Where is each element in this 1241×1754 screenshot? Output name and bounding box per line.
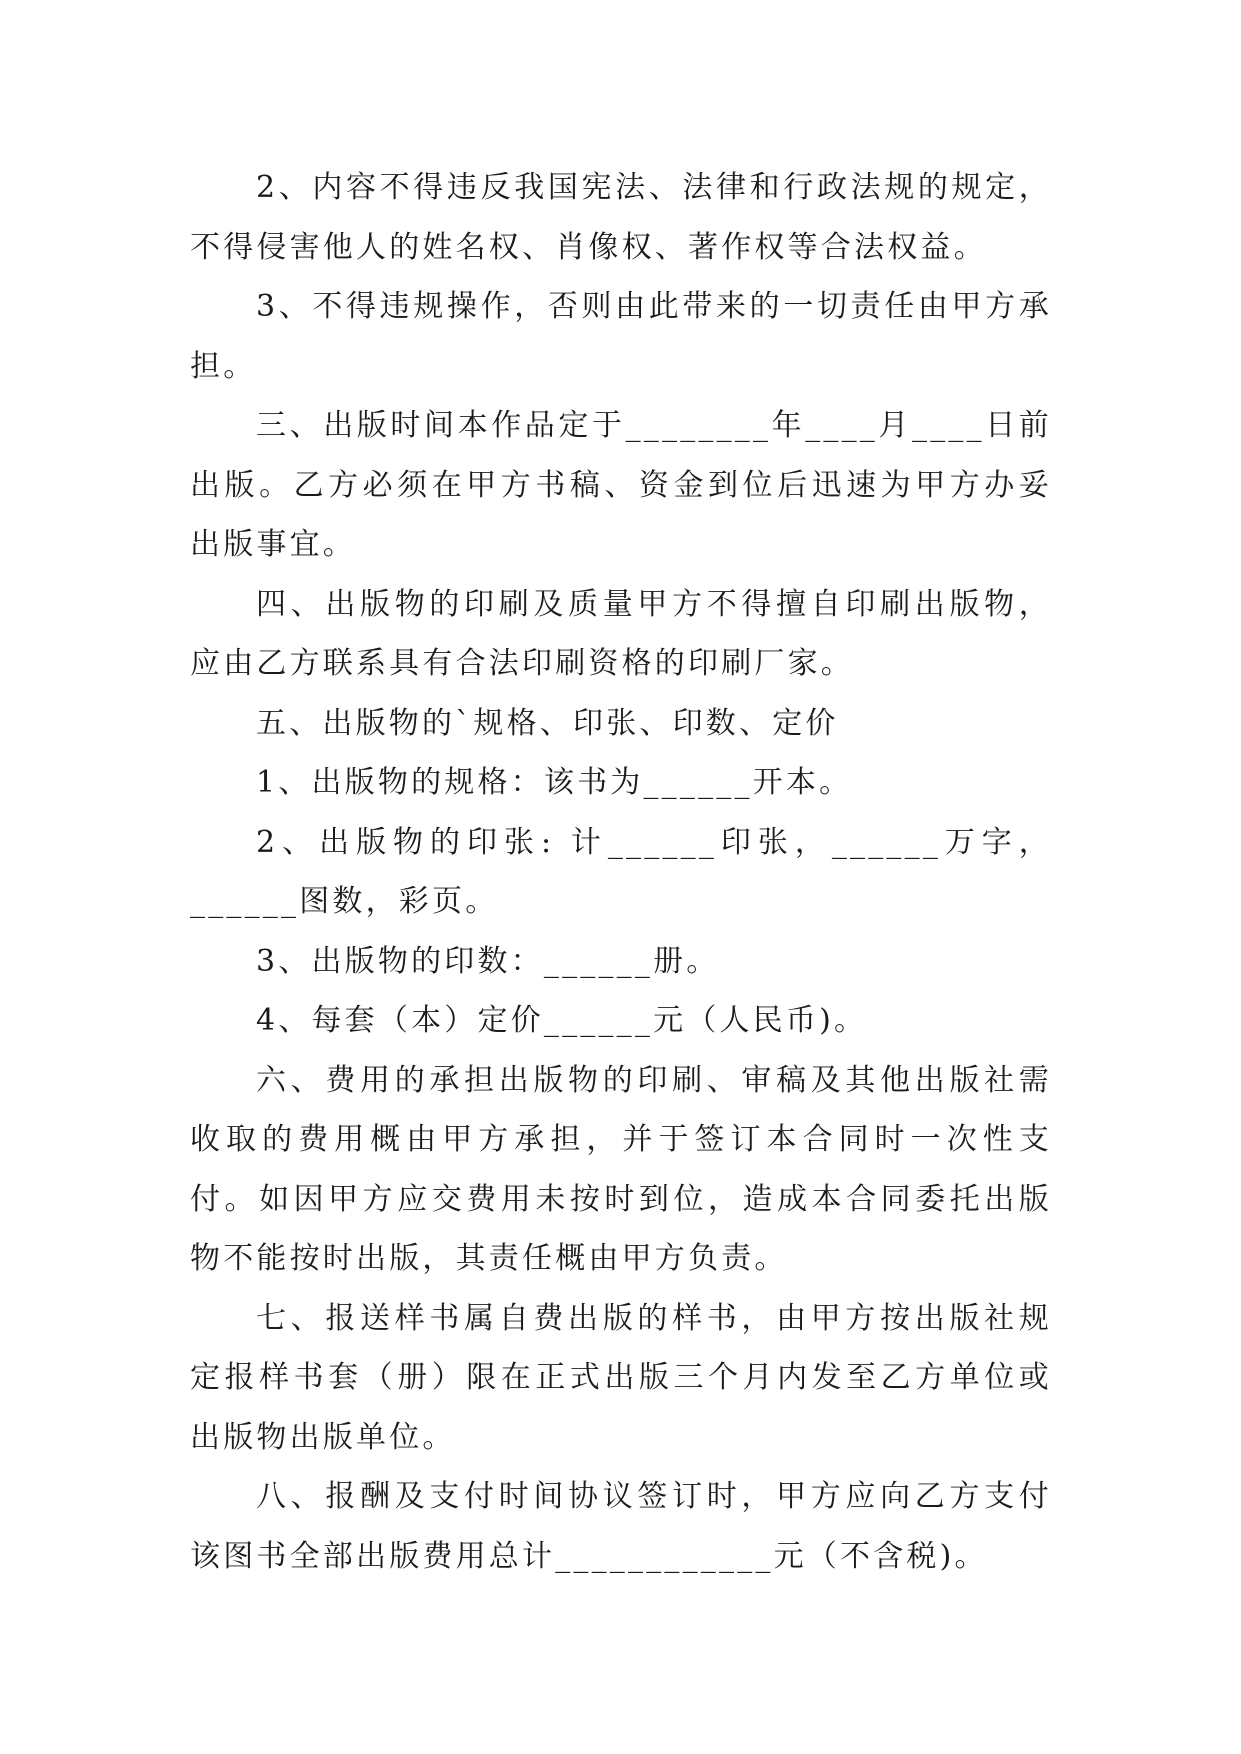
paragraph-clause-3: 3、不得违规操作，否则由此带来的一切责任由甲方承担。 [190,289,1052,384]
paragraph-clause-2: 2、内容不得违反我国宪法、法律和行政法规的规定，不得侵害他人的姓名权、肖像权、著作权等合法权益。 [190,170,1052,265]
contract-body [190,158,1052,1586]
paragraph-publication-time: 三、出版时间本作品定于________年____月____日前出版。乙方必须在甲方书稿、资金到位后迅速为甲方办妥出版事宜。 [190,408,1052,562]
paragraph-format: 1、出版物的规格：该书为______开本。 [256,765,853,800]
paragraph-specifications-heading: 五、出版物的`规格、印张、印数、定价 [256,705,839,741]
paragraph-price: 4、每套（本）定价______元（人民币)。 [256,1003,868,1038]
paragraph-sheets: 2、出版物的印张: 计______印张，______万字，______图数，彩页。 [190,824,1052,919]
paragraph-print-run: 3、出版物的印数：______册。 [256,943,720,979]
paragraph-payment: 八、报酬及支付时间协议签订时，甲方应向乙方支付该图书全部出版费用总计____________元（不含税)。 [190,1479,1052,1574]
paragraph-fees: 六、费用的承担出版物的印刷、审稿及其他出版社需收取的费用概由甲方承担，并于签订本合同时一次性支付。如因甲方应交费用未按时到位，造成本合同委托出版物不能按时出版，其责任概由甲方负责。 [190,1062,1052,1276]
paragraph-printing-quality: 四、出版物的印刷及质量甲方不得擅自印刷出版物，应由乙方联系具有合法印刷资格的印刷厂家。 [190,586,1052,681]
paragraph-sample-books: 七、报送样书属自费出版的样书，由甲方按出版社规定报样书套（册）限在正式出版三个月内发至乙方单位或出版物出版单位。 [190,1300,1052,1455]
